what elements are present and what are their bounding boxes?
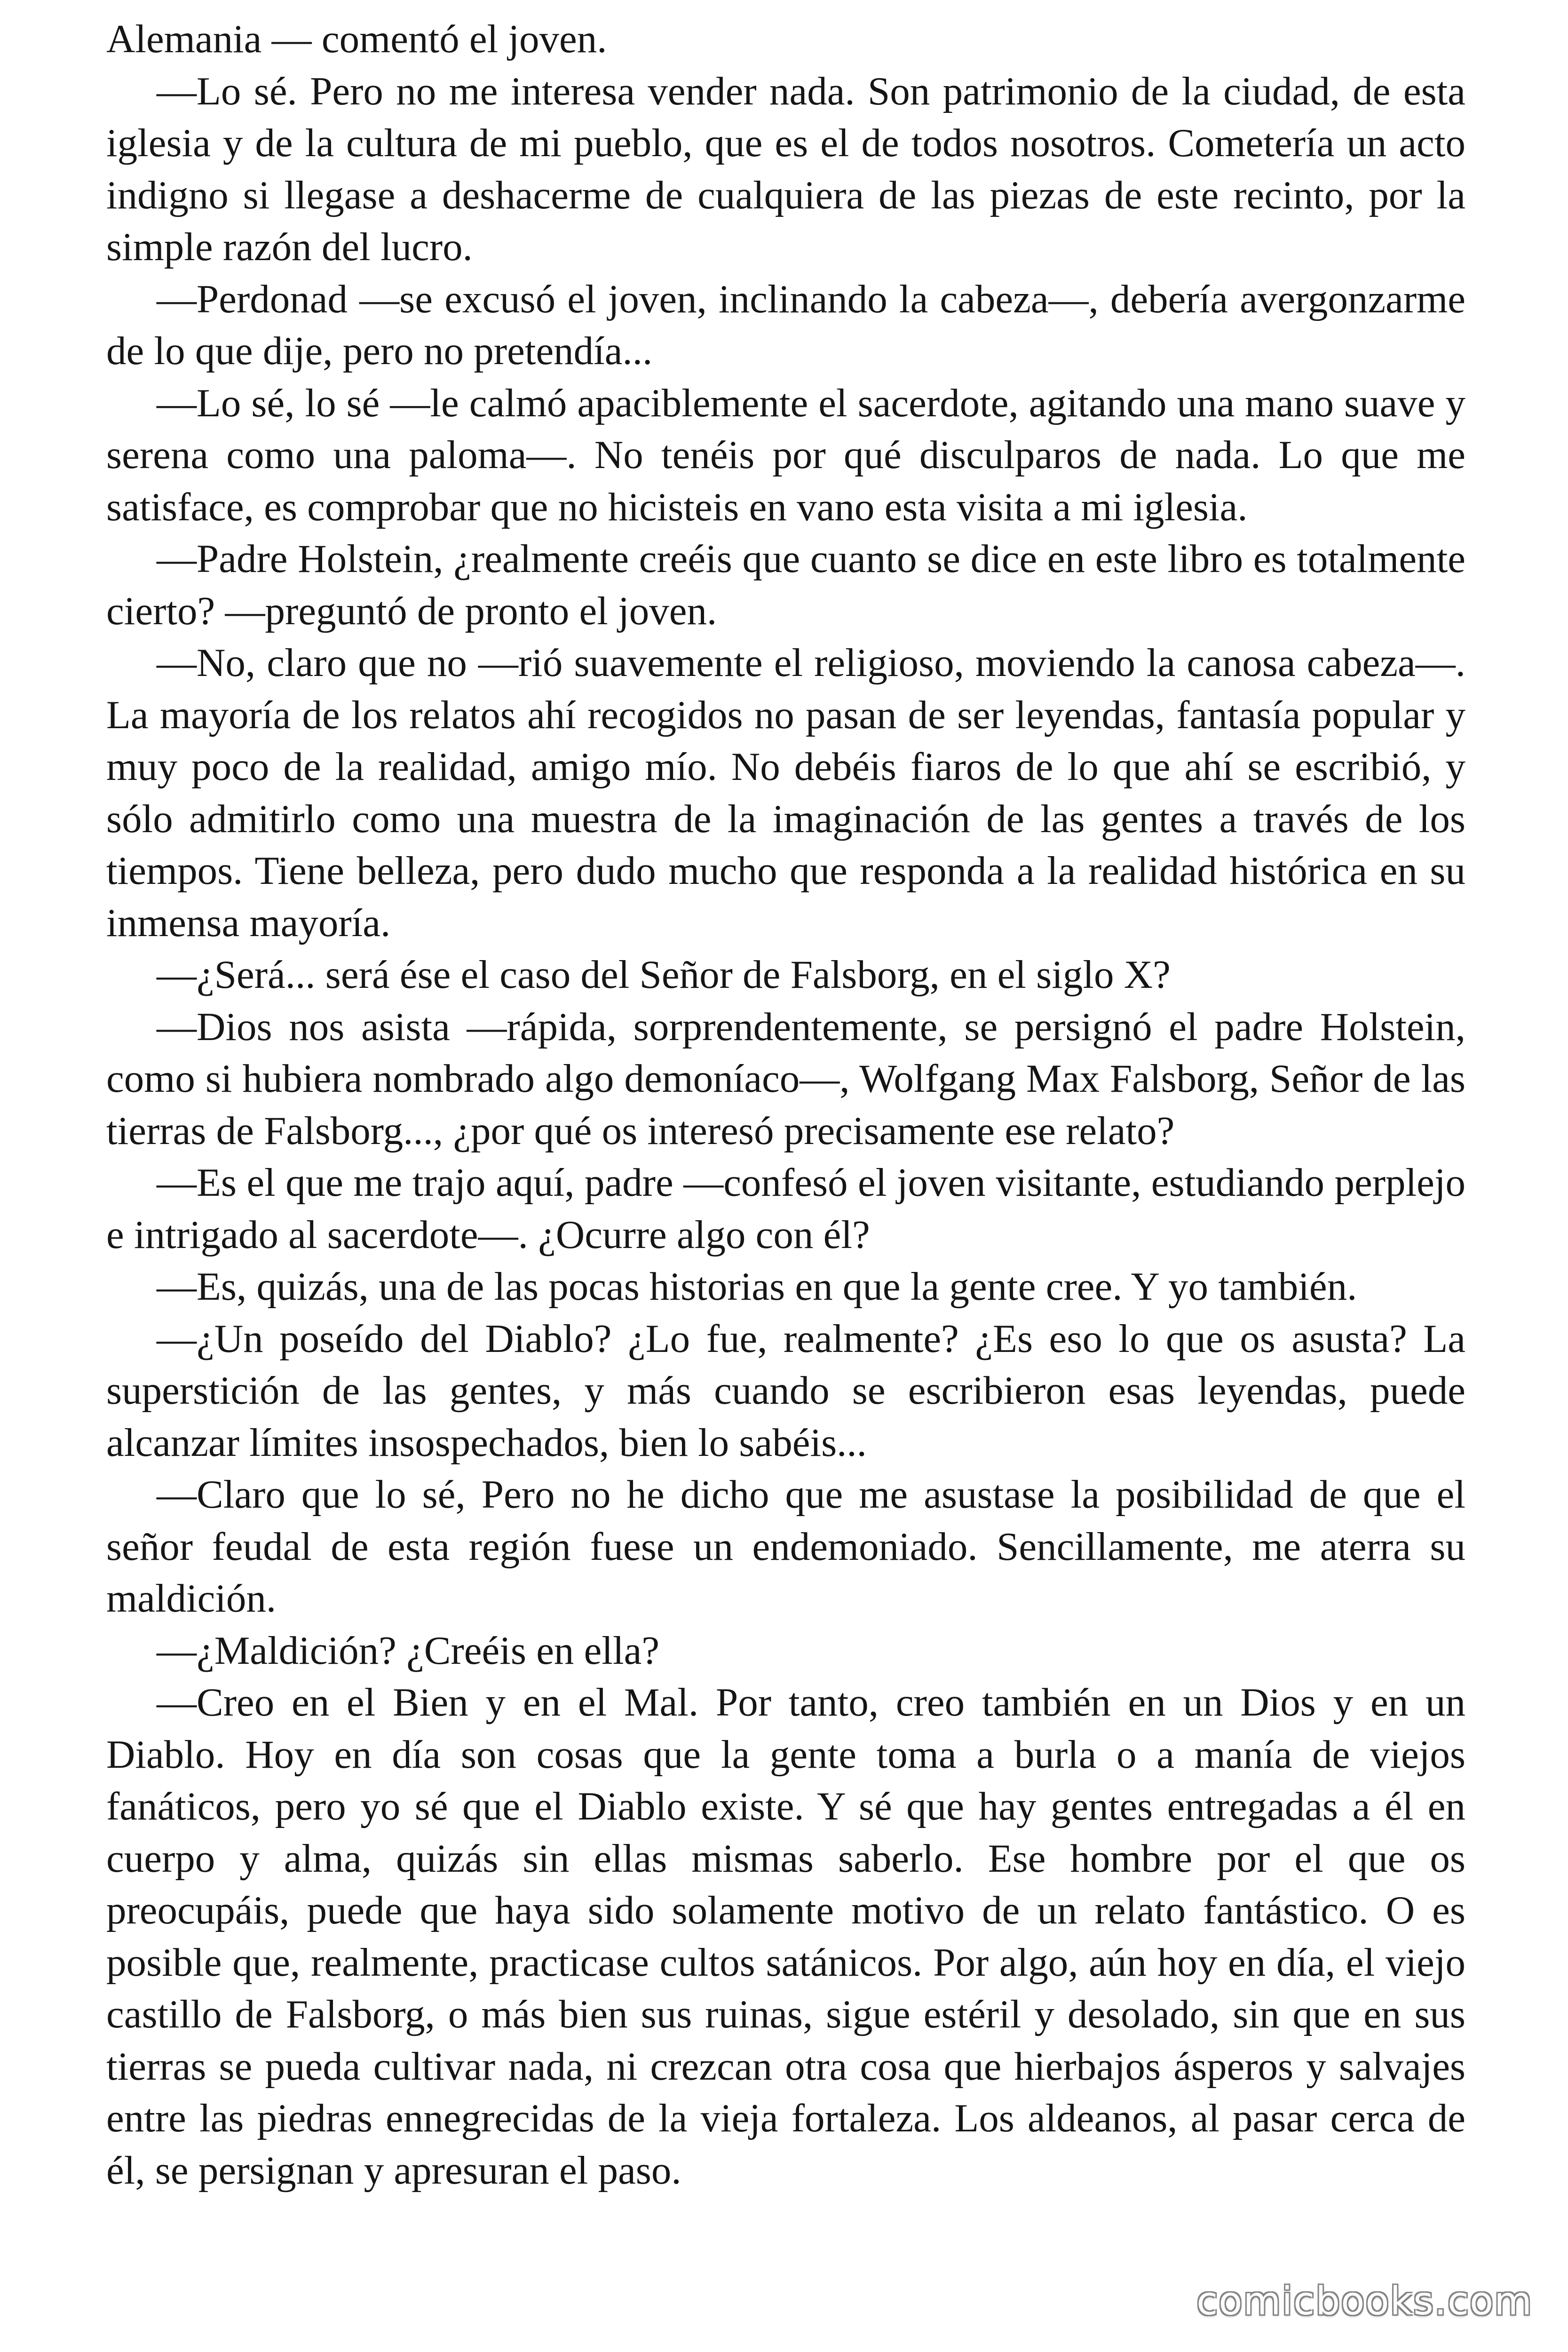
paragraph: —¿Maldición? ¿Creéis en ella?: [157, 1628, 660, 1673]
paragraph: —Es, quizás, una de las pocas historias en que la gente cree. Y yo también.: [157, 1264, 1357, 1309]
paragraph: —Lo sé, lo sé —le calmó apaciblemente el sacerdote, agitando una mano suave y serena como una paloma—. No tenéis por qué disculparos de nada. Lo que me satisface, es comprobar que no hicisteis en vano esta visita a mi iglesia.: [106, 381, 1465, 529]
paragraph: —Es el que me trajo aquí, padre —confesó el joven visitante, estudiando perplejo e intrigado al sacerdote—. ¿Ocurre algo con él?: [106, 1160, 1465, 1257]
paragraph: —No, claro que no —rió suavemente el religioso, moviendo la canosa cabeza—. La mayoría de los relatos ahí recogidos no pasan de ser leyendas, fantasía popular y muy poco de la realidad, amigo mío. No debéis fiaros de lo que ahí se escribió, y sólo admitirlo como una muestra de la imaginación de las gentes a través de los tiempos. Tiene belleza, pero dudo mucho que responda a la realidad histórica en su inmensa mayoría.: [106, 641, 1465, 945]
watermark: comicbooks.com: [1196, 2279, 1533, 2324]
paragraph: Alemania — comentó el joven.: [106, 17, 607, 61]
paragraph: —Lo sé. Pero no me interesa vender nada. Son patrimonio de la ciudad, de esta iglesia y de la cultura de mi pueblo, que es el de todos nosotros. Cometería un acto indigno si llegase a deshacerme de cualquiera de las piezas de este recinto, por la simple razón del lucro.: [106, 69, 1465, 269]
paragraph: —Claro que lo sé, Pero no he dicho que me asustase la posibilidad de que el señor feudal de esta región fuese un endemoniado. Sencillamente, me aterra su maldición.: [106, 1472, 1465, 1621]
paragraph: —Creo en el Bien y en el Mal. Por tanto, creo también en un Dios y en un Diablo. Hoy en día son cosas que la gente toma a burla o a manía de viejos fanáticos, pero yo sé que el Diablo existe. Y sé que hay gentes entregadas a él en cuerpo y alma, quizás sin ellas mismas saberlo. Ese hombre por el que os preocupáis, puede que haya sido solamente motivo de un relato fantástico. O es posible que, realmente, practicase cultos satánicos. Por algo, aún hoy en día, el viejo castillo de Falsborg, o más bien sus ruinas, sigue estéril y desolado, sin que en sus tierras se pueda cultivar nada, ni crezcan otra cosa que hierbajos ásperos y salvajes entre las piedras ennegrecidas de la vieja fortaleza. Los aldeanos, al pasar cerca de él, se persignan y apresuran el paso.: [106, 1680, 1465, 2193]
paragraph: —¿Será... será ése el caso del Señor de Falsborg, en el siglo X?: [157, 953, 1171, 997]
paragraph: —Dios nos asista —rápida, sorprendentemente, se persignó el padre Holstein, como si hubiera nombrado algo demoníaco—, Wolfgang Max Falsborg, Señor de las tierras de Falsborg..., ¿por qué os interesó precisamente ese relato?: [106, 1004, 1465, 1153]
paragraph: —Padre Holstein, ¿realmente creéis que cuanto se dice en este libro es totalmente cierto? —preguntó de pronto el joven.: [106, 537, 1465, 633]
page-text: [106, 13, 1465, 2196]
paragraph: —¿Un poseído del Diablo? ¿Lo fue, realmente? ¿Es eso lo que os asusta? La superstición de las gentes, y más cuando se escribieron esas leyendas, puede alcanzar límites insospechados, bien lo sabéis...: [106, 1316, 1465, 1465]
paragraph: —Perdonad —se excusó el joven, inclinando la cabeza—, debería avergonzarme de lo que dije, pero no pretendía...: [106, 277, 1465, 373]
